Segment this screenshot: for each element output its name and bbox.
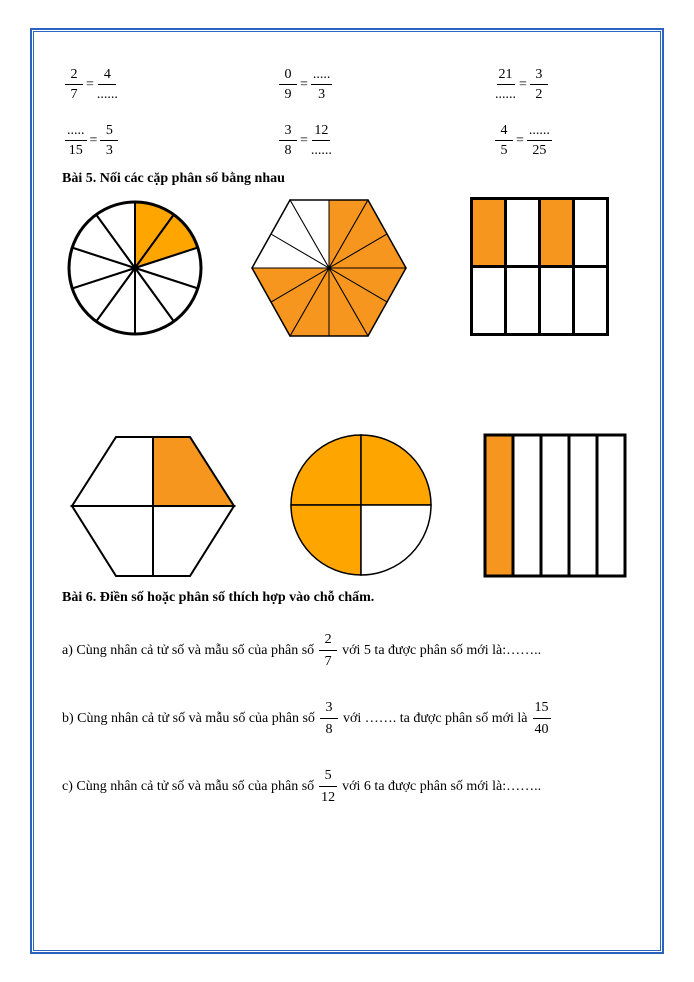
circle-quarter-shaded <box>291 505 361 575</box>
denominator: 3 <box>318 87 326 102</box>
exercise-6a-answer[interactable]: với 5 ta được phân số mới là:…….. <box>342 643 542 658</box>
hexagon-triangles <box>252 200 406 336</box>
fraction-equation <box>278 124 333 158</box>
fraction-equation <box>278 68 333 102</box>
fraction-equation <box>494 68 549 102</box>
equals-sign: = <box>516 133 524 148</box>
numerator: 2 <box>65 68 83 85</box>
denominator: 9 <box>284 87 292 102</box>
hexagon-part <box>72 437 153 506</box>
equals-sign: = <box>86 77 94 92</box>
column-shaded <box>485 435 513 576</box>
denominator: 12 <box>321 790 336 805</box>
denominator: 15 <box>68 143 83 158</box>
grid-cell-shaded <box>472 199 506 267</box>
column <box>541 435 569 576</box>
numerator: 12 <box>312 124 330 141</box>
exercise-6c-answer[interactable]: với 6 ta được phân số mới là:…….. <box>342 779 542 794</box>
circle-quarter-shaded <box>291 435 361 505</box>
hexagon-part-shaded <box>153 437 234 506</box>
hexagon-part <box>72 506 153 576</box>
numerator: 0 <box>279 68 297 85</box>
denominator-blank[interactable]: ...... <box>96 87 118 102</box>
denominator-blank[interactable]: ...... <box>495 87 516 102</box>
column <box>569 435 597 576</box>
denominator: 25 <box>532 143 547 158</box>
grid-cell <box>472 267 506 335</box>
exercise-6b-text: b) Cùng nhân cả tử số và mẫu số của phân số <box>62 711 315 726</box>
circle-sectors <box>69 202 201 334</box>
circle-ten-parts-figure <box>66 198 204 338</box>
exercise-6c <box>62 768 541 806</box>
denominator: 2 <box>535 87 543 102</box>
denominator: 8 <box>325 722 333 737</box>
denominator: 3 <box>105 143 113 158</box>
exercise-6c-text: c) Cùng nhân cả tử số và mẫu số của phân số <box>62 779 315 794</box>
hexagon-four-parts-figure <box>68 434 238 580</box>
grid-cell-shaded <box>540 199 574 267</box>
numerator: 5 <box>100 124 118 141</box>
numerator: 5 <box>319 768 337 787</box>
denominator: 8 <box>284 143 292 158</box>
hexagon-part <box>153 506 234 576</box>
grid-cell <box>540 267 574 335</box>
denominator: 40 <box>534 722 549 737</box>
column <box>597 435 625 576</box>
grid-cell <box>574 199 608 267</box>
fraction-equation <box>64 68 119 102</box>
equals-sign: = <box>89 133 98 148</box>
numerator-blank[interactable]: ..... <box>65 124 87 141</box>
denominator: 7 <box>70 87 78 102</box>
exercise-5-title: Bài 5. Nối các cặp phân số bằng nhau <box>62 171 285 186</box>
grid-cell <box>574 267 608 335</box>
circle-quarter-shaded <box>361 435 431 505</box>
denominator: 5 <box>500 143 508 158</box>
equals-sign: = <box>300 133 308 148</box>
hexagon-twelve-parts-figure <box>250 198 408 338</box>
numerator: 15 <box>533 700 551 719</box>
numerator-blank[interactable]: ..... <box>311 68 333 85</box>
circle-four-parts-figure <box>288 432 434 578</box>
numerator: 3 <box>279 124 297 141</box>
equals-sign: = <box>300 77 308 92</box>
circle-quarter <box>361 505 431 575</box>
numerator: 21 <box>497 68 515 85</box>
exercise-6b-answer[interactable]: với ……. ta được phân số mới là <box>342 711 528 726</box>
numerator: 4 <box>495 124 513 141</box>
grid-cell <box>506 199 540 267</box>
exercise-6a <box>62 632 541 670</box>
numerator: 2 <box>319 632 337 651</box>
exercise-6b <box>62 700 556 738</box>
exercise-6-title: Bài 6. Điền số hoặc phân số thích hợp vào chỗ chấm. <box>62 590 375 605</box>
grid-eight-parts-figure <box>470 197 612 339</box>
fraction-equation <box>64 124 119 158</box>
denominator-blank[interactable]: ...... <box>310 143 332 158</box>
denominator: 7 <box>324 654 332 669</box>
column <box>513 435 541 576</box>
numerator-blank[interactable]: ...... <box>527 124 552 141</box>
numerator: 4 <box>98 68 116 85</box>
exercise-6a-text: a) Cùng nhân cả tử số và mẫu số của phân số <box>62 643 315 658</box>
numerator: 3 <box>320 700 338 719</box>
numerator: 3 <box>530 68 548 85</box>
equals-sign: = <box>519 77 527 92</box>
grid-cell <box>506 267 540 335</box>
fraction-equation <box>494 124 553 158</box>
rectangle-five-parts-figure <box>483 433 628 579</box>
